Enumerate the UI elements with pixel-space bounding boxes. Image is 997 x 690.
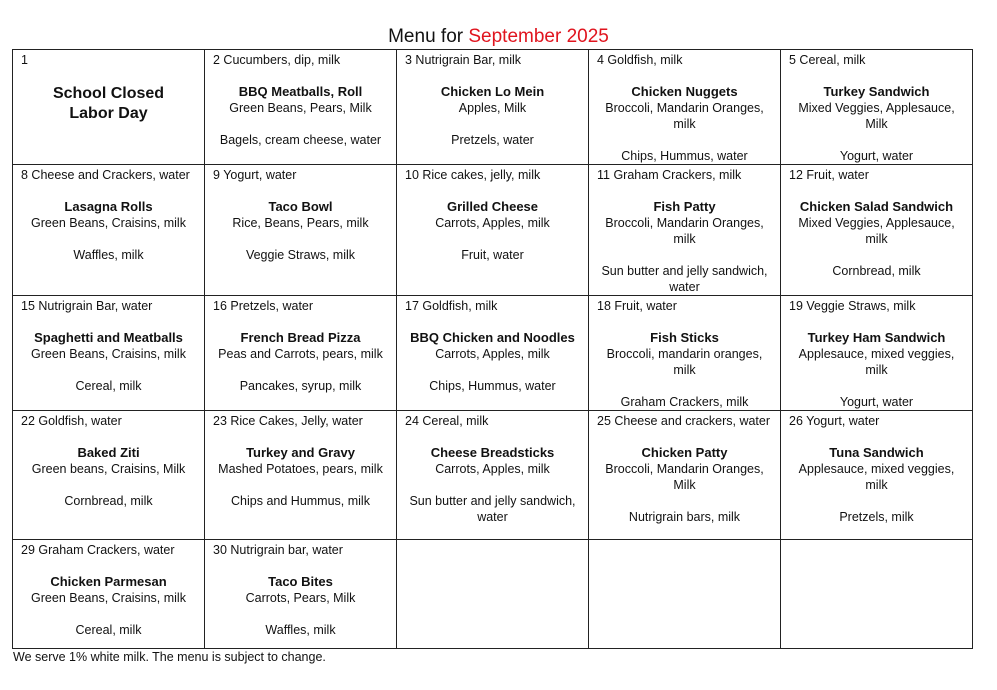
lunch-main: Turkey and Gravy	[246, 445, 355, 460]
afternoon-snack: Chips, Hummus, water	[621, 149, 748, 163]
day-cell	[781, 296, 973, 411]
afternoon-snack: Cornbread, milk	[832, 264, 921, 278]
lunch-main: Cheese Breadsticks	[430, 445, 555, 460]
snack-line: 29 Graham Crackers, water	[21, 543, 175, 557]
lunch-sides: Rice, Beans, Pears, milk	[232, 216, 369, 230]
snack-line: 4 Goldfish, milk	[597, 53, 683, 67]
lunch-sides: Green Beans, Craisins, milk	[31, 347, 186, 361]
afternoon-snack: Fruit, water	[461, 248, 524, 262]
closed-notice	[21, 84, 196, 124]
day-content	[781, 165, 972, 279]
day-cell	[397, 165, 589, 296]
day-content	[781, 540, 972, 542]
lunch-sides: Broccoli, Mandarin Oranges, milk	[605, 101, 764, 131]
lunch-sides: Broccoli, Mandarin Oranges, Milk	[605, 462, 764, 492]
snack-line: 18 Fruit, water	[597, 299, 677, 313]
snack-line: 16 Pretzels, water	[213, 299, 314, 313]
snack-line: 17 Goldfish, milk	[405, 299, 498, 313]
day-cell	[781, 165, 973, 296]
day-content	[397, 50, 588, 148]
page-title	[0, 26, 997, 48]
day-content	[397, 165, 588, 263]
afternoon-snack: Sun butter and jelly sandwich, water	[601, 264, 768, 294]
lunch-main: BBQ Meatballs, Roll	[238, 84, 363, 99]
afternoon-snack: Sun butter and jelly sandwich, water	[409, 494, 576, 524]
day-content	[589, 296, 780, 410]
day-content	[13, 165, 204, 263]
day-cell	[205, 165, 397, 296]
lunch-main: Spaghetti and Meatballs	[34, 330, 183, 345]
day-cell	[13, 50, 205, 165]
lunch-main: BBQ Chicken and Noodles	[410, 330, 575, 345]
snack-line: 2 Cucumbers, dip, milk	[213, 53, 341, 67]
lunch-sides: Green beans, Craisins, Milk	[31, 462, 186, 476]
snack-line: 1	[21, 53, 28, 67]
snack-line: 30 Nutrigrain bar, water	[213, 543, 343, 557]
day-cell	[589, 411, 781, 540]
lunch-main: Chicken Parmesan	[50, 574, 167, 589]
day-content	[205, 50, 396, 148]
afternoon-snack: Cornbread, milk	[64, 494, 153, 508]
lunch-sides: Carrots, Pears, Milk	[245, 591, 356, 605]
lunch-sides: Peas and Carrots, pears, milk	[218, 347, 383, 361]
afternoon-snack: Waffles, milk	[73, 248, 144, 262]
lunch-main: Lasagna Rolls	[64, 199, 153, 214]
afternoon-snack: Pancakes, syrup, milk	[239, 379, 362, 393]
snack-line: 19 Veggie Straws, milk	[789, 299, 916, 313]
day-cell	[589, 296, 781, 411]
lunch-main: Baked Ziti	[77, 445, 140, 460]
day-content	[205, 165, 396, 263]
day-cell	[205, 50, 397, 165]
afternoon-snack: Cereal, milk	[75, 623, 142, 637]
lunch-main: Taco Bites	[268, 574, 333, 589]
snack-line: 10 Rice cakes, jelly, milk	[405, 168, 541, 182]
afternoon-snack: Bagels, cream cheese, water	[219, 133, 382, 147]
lunch-main: Chicken Nuggets	[631, 84, 738, 99]
lunch-sides: Mixed Veggies, Applesauce, milk	[798, 216, 955, 246]
day-content	[589, 165, 780, 295]
title-month: September 2025	[468, 26, 609, 47]
snack-line: 15 Nutrigrain Bar, water	[21, 299, 153, 313]
day-cell	[13, 540, 205, 649]
closed-line: Labor Day	[69, 105, 148, 122]
lunch-sides: Broccoli, mandarin oranges, milk	[606, 347, 763, 377]
day-content	[13, 411, 204, 509]
afternoon-snack: Waffles, milk	[265, 623, 336, 637]
day-content	[589, 540, 780, 542]
day-content	[397, 540, 588, 542]
lunch-sides: Broccoli, Mandarin Oranges, milk	[605, 216, 764, 246]
day-cell	[589, 540, 781, 649]
lunch-main: Turkey Sandwich	[823, 84, 930, 99]
afternoon-snack: Graham Crackers, milk	[620, 395, 749, 409]
day-cell	[397, 296, 589, 411]
day-content	[205, 540, 396, 638]
afternoon-snack: Cereal, milk	[75, 379, 142, 393]
lunch-main: Fish Patty	[653, 199, 716, 214]
day-cell	[397, 411, 589, 540]
afternoon-snack: Veggie Straws, milk	[245, 248, 356, 262]
lunch-sides: Carrots, Apples, milk	[435, 462, 550, 476]
lunch-sides: Carrots, Apples, milk	[435, 216, 550, 230]
day-cell	[13, 411, 205, 540]
day-content	[781, 296, 972, 410]
snack-line: 9 Yogurt, water	[213, 168, 297, 182]
day-content	[13, 540, 204, 638]
snack-line: 3 Nutrigrain Bar, milk	[405, 53, 522, 67]
snack-line: 12 Fruit, water	[789, 168, 869, 182]
day-content	[13, 296, 204, 394]
lunch-sides: Green Beans, Craisins, milk	[31, 591, 186, 605]
lunch-main: Taco Bowl	[268, 199, 333, 214]
lunch-sides: Mashed Potatoes, pears, milk	[218, 462, 383, 476]
lunch-main: Chicken Salad Sandwich	[799, 199, 954, 214]
week-row	[13, 540, 973, 649]
week-row	[13, 50, 973, 165]
day-content	[205, 411, 396, 509]
day-cell	[589, 165, 781, 296]
afternoon-snack: Chips, Hummus, water	[429, 379, 556, 393]
lunch-sides: Applesauce, mixed veggies, milk	[798, 347, 955, 377]
snack-line: 26 Yogurt, water	[789, 414, 880, 428]
afternoon-snack: Yogurt, water	[839, 395, 914, 409]
menu-calendar	[12, 49, 973, 649]
day-content	[781, 50, 972, 164]
day-cell	[781, 540, 973, 649]
afternoon-snack: Yogurt, water	[839, 149, 914, 163]
week-row	[13, 296, 973, 411]
snack-line: 25 Cheese and crackers, water	[597, 414, 771, 428]
lunch-main: Tuna Sandwich	[829, 445, 924, 460]
day-cell	[589, 50, 781, 165]
day-cell	[13, 296, 205, 411]
day-cell	[397, 50, 589, 165]
day-cell	[397, 540, 589, 649]
day-cell	[13, 165, 205, 296]
lunch-sides: Carrots, Apples, milk	[435, 347, 550, 361]
afternoon-snack: Nutrigrain bars, milk	[628, 510, 741, 524]
afternoon-snack: Pretzels, milk	[839, 510, 914, 524]
day-content	[589, 411, 780, 525]
day-content	[397, 296, 588, 394]
afternoon-snack: Chips and Hummus, milk	[231, 494, 370, 508]
lunch-sides: Green Beans, Pears, Milk	[229, 101, 372, 115]
lunch-sides: Applesauce, mixed veggies, milk	[798, 462, 955, 492]
day-content	[205, 296, 396, 394]
day-content	[13, 50, 204, 124]
lunch-main: Chicken Lo Mein	[440, 84, 545, 99]
snack-line: 11 Graham Crackers, milk	[597, 168, 742, 182]
lunch-main: Grilled Cheese	[446, 199, 539, 214]
lunch-sides: Mixed Veggies, Applesauce, Milk	[798, 101, 955, 131]
day-cell	[781, 411, 973, 540]
lunch-main: Chicken Patty	[641, 445, 728, 460]
lunch-main: Turkey Ham Sandwich	[807, 330, 946, 345]
day-content	[781, 411, 972, 525]
lunch-main: French Bread Pizza	[240, 330, 361, 345]
week-row	[13, 165, 973, 296]
lunch-main: Fish Sticks	[650, 330, 719, 345]
day-cell	[205, 540, 397, 649]
lunch-sides: Apples, Milk	[458, 101, 527, 115]
day-content	[397, 411, 588, 525]
snack-line: 22 Goldfish, water	[21, 414, 122, 428]
footer-note: We serve 1% white milk. The menu is subject to change.	[13, 650, 326, 664]
afternoon-snack: Pretzels, water	[451, 133, 534, 147]
day-content	[589, 50, 780, 164]
closed-line: School Closed	[52, 85, 165, 102]
day-cell	[781, 50, 973, 165]
week-row	[13, 411, 973, 540]
snack-line: 5 Cereal, milk	[789, 53, 866, 67]
day-cell	[205, 411, 397, 540]
snack-line: 23 Rice Cakes, Jelly, water	[213, 414, 363, 428]
title-prefix: Menu for	[388, 26, 464, 47]
lunch-sides: Green Beans, Craisins, milk	[31, 216, 186, 230]
snack-line: 24 Cereal, milk	[405, 414, 489, 428]
day-cell	[205, 296, 397, 411]
snack-line: 8 Cheese and Crackers, water	[21, 168, 190, 182]
